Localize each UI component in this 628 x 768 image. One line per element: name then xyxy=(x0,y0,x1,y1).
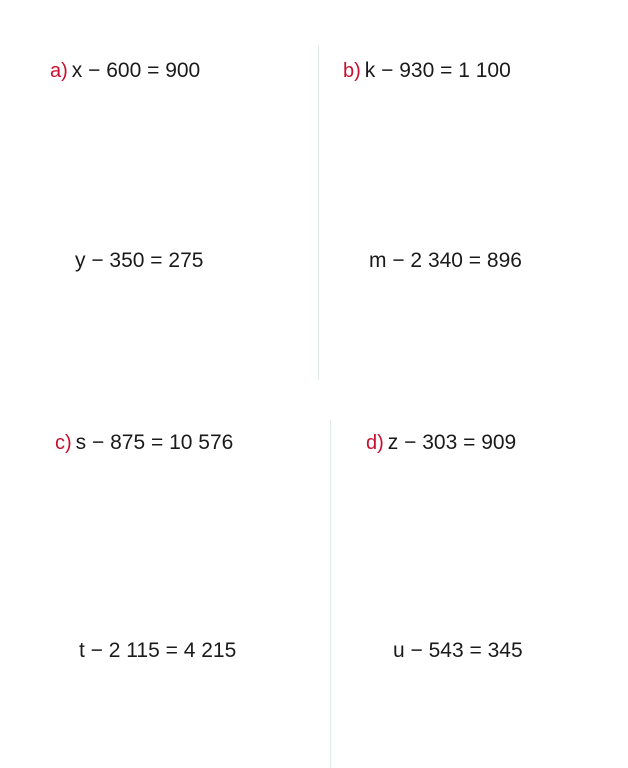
problem-a-second-equation: y − 350 = 275 xyxy=(75,249,204,272)
problem-a-first-equation xyxy=(50,58,200,84)
problem-d-label: d) xyxy=(366,432,384,454)
problem-d-equation-1: z − 303 = 909 xyxy=(387,431,517,454)
vertical-divider-top xyxy=(318,46,319,380)
vertical-divider-bottom xyxy=(330,420,331,768)
problem-c-label: c) xyxy=(55,432,72,454)
problem-b-second-equation: m − 2 340 = 896 xyxy=(369,249,522,272)
problem-d-second-equation: u − 543 = 345 xyxy=(393,639,523,662)
problem-d-first-equation xyxy=(366,430,516,456)
problem-a-equation-1: x − 600 = 900 xyxy=(71,59,201,82)
problem-b-label: b) xyxy=(343,60,361,82)
problem-c-first-equation xyxy=(55,430,233,456)
problem-c-second-equation: t − 2 115 = 4 215 xyxy=(79,639,237,662)
problem-b-equation-1: k − 930 = 1 100 xyxy=(364,59,511,82)
problem-a-label: a) xyxy=(50,60,68,82)
problem-b-first-equation xyxy=(343,58,511,84)
problem-c-equation-1: s − 875 = 10 576 xyxy=(75,431,234,454)
